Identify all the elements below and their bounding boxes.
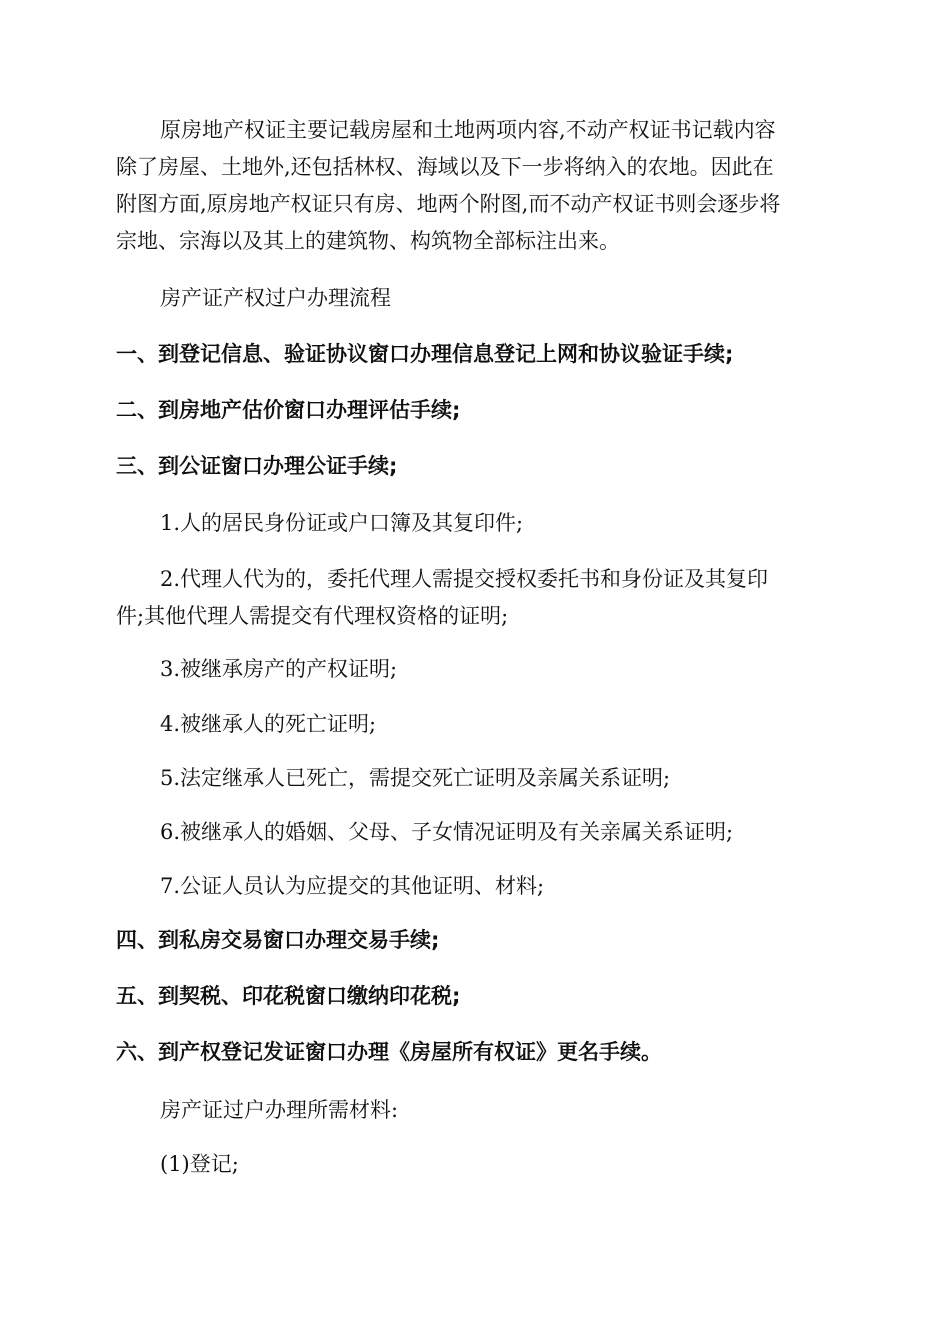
material-item-2-line-1: 2.代理人代为的，委托代理人需提交授权委托书和身份证及其复印 (160, 567, 769, 591)
step-2: 二、到房地产估价窗口办理评估手续; (116, 398, 461, 422)
material-item-2-line-2: 件;其他代理人需提交有代理权资格的证明; (116, 604, 509, 628)
intro-line-4: 宗地、宗海以及其上的建筑物、构筑物全部标注出来。 (116, 229, 620, 253)
material-item-1: 1.人的居民身份证或户口簿及其复印件; (160, 511, 524, 535)
material-item-5: 5.法定继承人已死亡，需提交死亡证明及亲属关系证明; (160, 766, 671, 790)
intro-line-2: 除了房屋、土地外,还包括林权、海域以及下一步将纳入的农地。因此在 (116, 155, 774, 179)
intro-line-3: 附图方面,原房地产权证只有房、地两个附图,而不动产权证书则会逐步将 (116, 192, 781, 216)
required-item-1: (1)登记; (160, 1152, 239, 1176)
step-4: 四、到私房交易窗口办理交易手续; (116, 928, 440, 952)
required-materials-title: 房产证过户办理所需材料: (160, 1098, 399, 1122)
material-item-7: 7.公证人员认为应提交的其他证明、材料; (160, 874, 545, 898)
step-5: 五、到契税、印花税窗口缴纳印花税; (116, 984, 461, 1008)
step-6: 六、到产权登记发证窗口办理《房屋所有权证》更名手续。 (116, 1040, 662, 1064)
material-item-6: 6.被继承人的婚姻、父母、子女情况证明及有关亲属关系证明; (160, 820, 734, 844)
step-3: 三、到公证窗口办理公证手续; (116, 454, 398, 478)
material-item-3: 3.被继承房产的产权证明; (160, 657, 398, 681)
intro-line-1: 原房地产权证主要记载房屋和土地两项内容,不动产权证书记载内容 (160, 118, 776, 142)
step-1: 一、到登记信息、验证协议窗口办理信息登记上网和协议验证手续; (116, 342, 734, 366)
material-item-4: 4.被继承人的死亡证明; (160, 712, 377, 736)
process-title: 房产证产权过户办理流程 (160, 286, 391, 310)
